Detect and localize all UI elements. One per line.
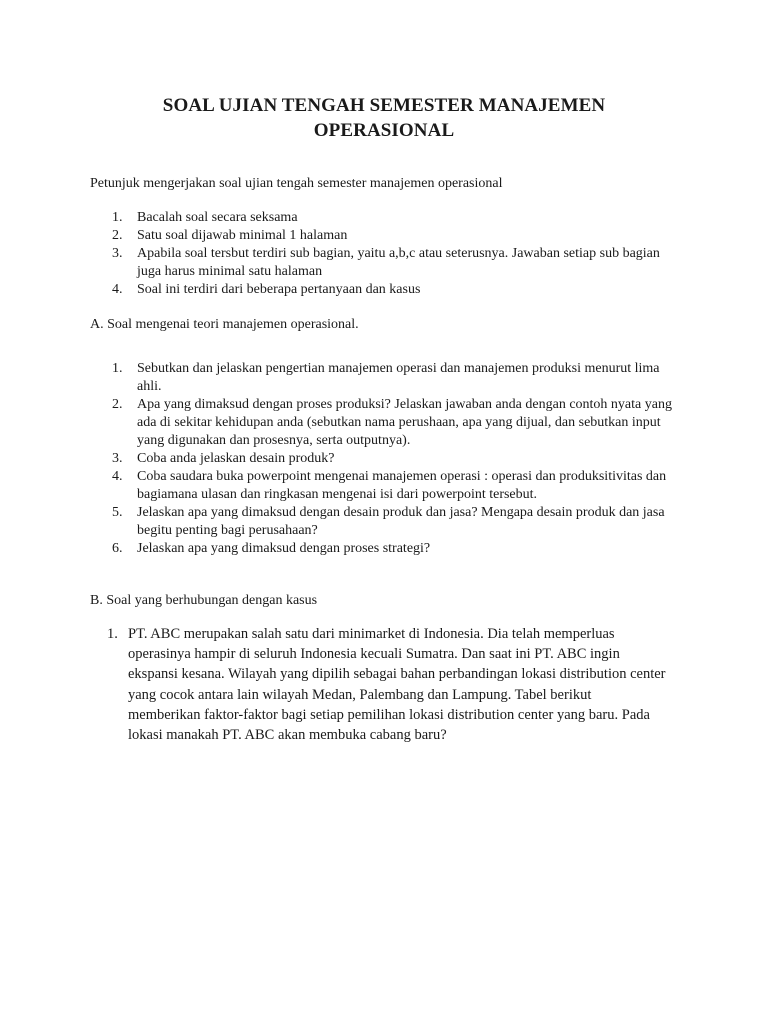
list-item-text: Soal ini terdiri dari beberapa pertanyaan dan kasus [137,282,421,297]
section-a-questions [112,360,682,558]
list-item-number: 2. [112,397,123,412]
list-item-number: 5. [112,505,123,520]
list-item-text: Jelaskan apa yang dimaksud dengan desain produk dan jasa? Mengapa desain produk dan jasa begitu penting bagi perusahaan? [137,505,665,538]
list-item-number: 2. [112,228,123,243]
list-item [112,209,672,227]
list-item [107,624,667,745]
list-item [112,227,672,245]
list-item-text: Apa yang dimaksud dengan proses produksi? Jelaskan jawaban anda dengan contoh nyata yang ada di sekitar kehidupan anda (sebutkan nama perushaan, apa yang dijual, dan sebutkan input yang digunakan dan prosesnya, serta outputnya). [137,397,672,448]
list-item [112,468,682,504]
list-item [112,396,682,450]
list-item-number: 1. [112,361,123,376]
list-item-text: PT. ABC merupakan salah satu dari minimarket di Indonesia. Dia telah memperluas operasinya hampir di seluruh Indonesia kecuali Sumatra. Dan saat ini PT. ABC ingin ekspansi kesana. Wilayah yang dipilih sebagai bahan perbandingan lokasi distribution center yang cocok antara lain wilayah Medan, Palembang dan Lampung. Tabel berikut memberikan faktor-faktor bagi setiap pemilihan lokasi distribution center yang baru. Pada lokasi manakah PT. ABC akan membuka cabang baru? [128,626,666,744]
list-item-number: 1. [112,210,123,225]
list-item-number: 3. [112,451,123,466]
section-b-heading: B. Soal yang berhubungan dengan kasus [90,593,318,608]
list-item-number: 4. [112,469,123,484]
list-item-number: 3. [112,246,123,261]
list-item-text: Coba saudara buka powerpoint mengenai manajemen operasi : operasi dan produksitivitas dan bagiamana ulasan dan ringkasan mengenai isi dari powerpoint tersebut. [137,469,667,502]
list-item [112,245,672,281]
page-title-line-2: OPERASIONAL [313,120,455,141]
list-item-number: 1. [107,626,118,642]
section-a-heading: A. Soal mengenai teori manajemen operasional. [90,317,359,332]
section-b-cases [107,624,667,745]
list-item [112,360,682,396]
list-item [112,281,672,299]
list-item-text: Apabila soal tersbut terdiri sub bagian, yaitu a,b,c atau seterusnya. Jawaban setiap sub bagian juga harus minimal satu halaman [137,246,660,279]
list-item-text: Sebutkan dan jelaskan pengertian manajemen operasi dan manajemen produksi menurut lima ahli. [137,361,660,394]
list-item-text: Satu soal dijawab minimal 1 halaman [137,228,348,243]
list-item [112,540,682,558]
list-item-number: 4. [112,282,123,297]
page-title [90,93,678,143]
instructions-intro: Petunjuk mengerjakan soal ujian tengah semester manajemen operasional [90,176,503,191]
list-item [112,450,682,468]
list-item [112,504,682,540]
page-title-line-1: SOAL UJIAN TENGAH SEMESTER MANAJEMEN [162,95,606,116]
list-item-number: 6. [112,541,123,556]
list-item-text: Bacalah soal secara seksama [137,210,298,225]
list-item-text: Coba anda jelaskan desain produk? [137,451,335,466]
instructions-list [112,209,672,299]
list-item-text: Jelaskan apa yang dimaksud dengan proses strategi? [137,541,431,556]
